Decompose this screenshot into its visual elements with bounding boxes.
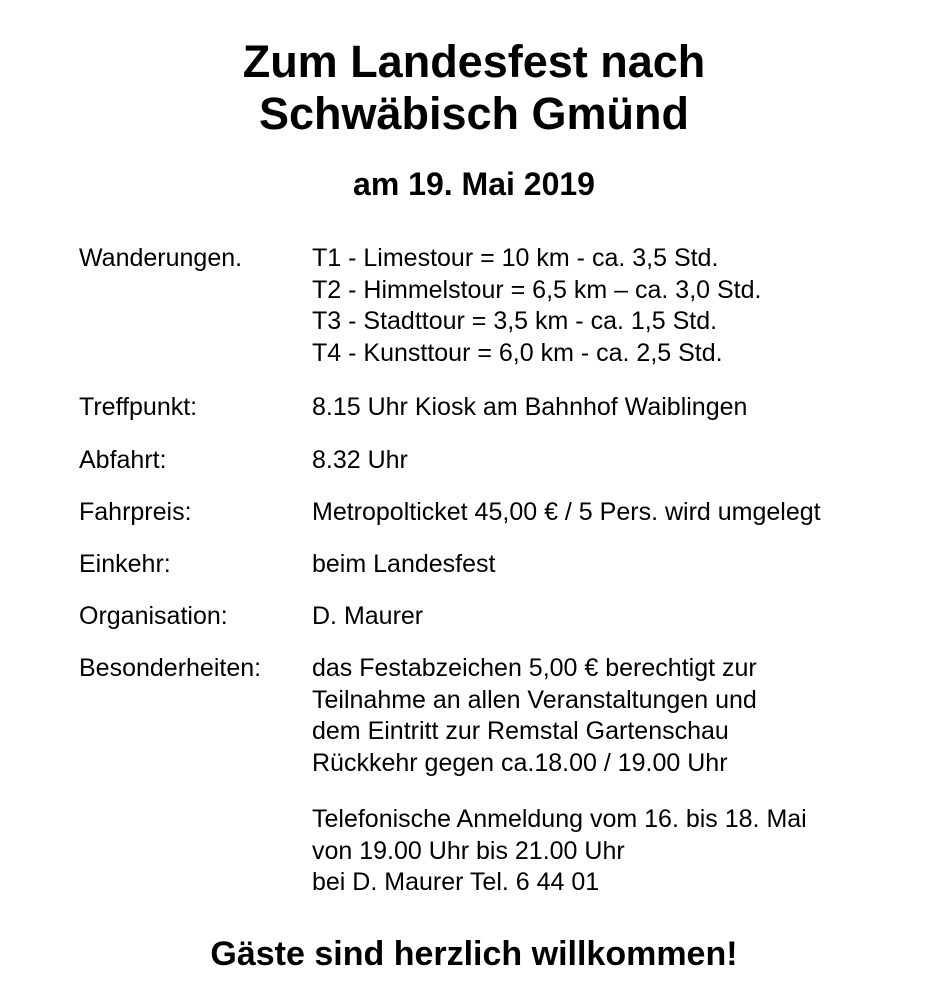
detail-label-treffpunkt: Treffpunkt: xyxy=(79,393,198,421)
tour-line: T1 - Limestour = 10 km - ca. 3,5 Std. xyxy=(312,244,719,272)
detail-value-fahrpreis: Metropolticket 45,00 € / 5 Pers. wird umgelegt xyxy=(312,498,821,526)
registration-text xyxy=(312,804,807,899)
title-line-2: Schwäbisch Gmünd xyxy=(258,88,690,139)
welcome-footer: Gäste sind herzlich willkommen! xyxy=(210,935,738,973)
registration-line: von 19.00 Uhr bis 21.00 Uhr xyxy=(312,836,625,865)
detail-label-wanderungen: Wanderungen. xyxy=(79,244,243,272)
besonderheiten-line: Rückkehr gegen ca.18.00 / 19.00 Uhr xyxy=(312,748,728,777)
detail-label-abfahrt: Abfahrt: xyxy=(79,446,167,474)
detail-value-abfahrt: 8.32 Uhr xyxy=(312,446,408,474)
detail-value-einkehr: beim Landesfest xyxy=(312,550,496,578)
besonderheiten-line: Teilnahme an allen Veranstaltungen und xyxy=(312,685,757,714)
title-line-1: Zum Landesfest nach xyxy=(242,36,706,87)
besonderheiten-line: dem Eintritt zur Remstal Gartenschau xyxy=(312,717,729,745)
detail-label-organisation: Organisation: xyxy=(79,602,228,630)
detail-value-treffpunkt: 8.15 Uhr Kiosk am Bahnhof Waiblingen xyxy=(312,393,748,421)
detail-label-einkehr: Einkehr: xyxy=(79,550,171,578)
event-date: am 19. Mai 2019 xyxy=(353,166,595,202)
besonderheiten-line: das Festabzeichen 5,00 € berechtigt zur xyxy=(312,654,757,682)
detail-value-wanderungen xyxy=(312,243,761,369)
tour-line: T3 - Stadttour = 3,5 km - ca. 1,5 Std. xyxy=(312,307,718,335)
detail-label-fahrpreis: Fahrpreis: xyxy=(79,498,192,526)
registration-line: Telefonische Anmeldung vom 16. bis 18. Mai xyxy=(312,805,807,833)
flyer-title xyxy=(0,36,948,140)
detail-value-organisation: D. Maurer xyxy=(312,602,424,630)
tour-line: T4 - Kunsttour = 6,0 km - ca. 2,5 Std. xyxy=(312,338,723,367)
detail-label-besonderheiten: Besonderheiten: xyxy=(79,654,262,682)
registration-line: bei D. Maurer Tel. 6 44 01 xyxy=(312,868,600,896)
tour-line: T2 - Himmelstour = 6,5 km – ca. 3,0 Std. xyxy=(312,275,762,304)
detail-value-besonderheiten xyxy=(312,653,757,779)
